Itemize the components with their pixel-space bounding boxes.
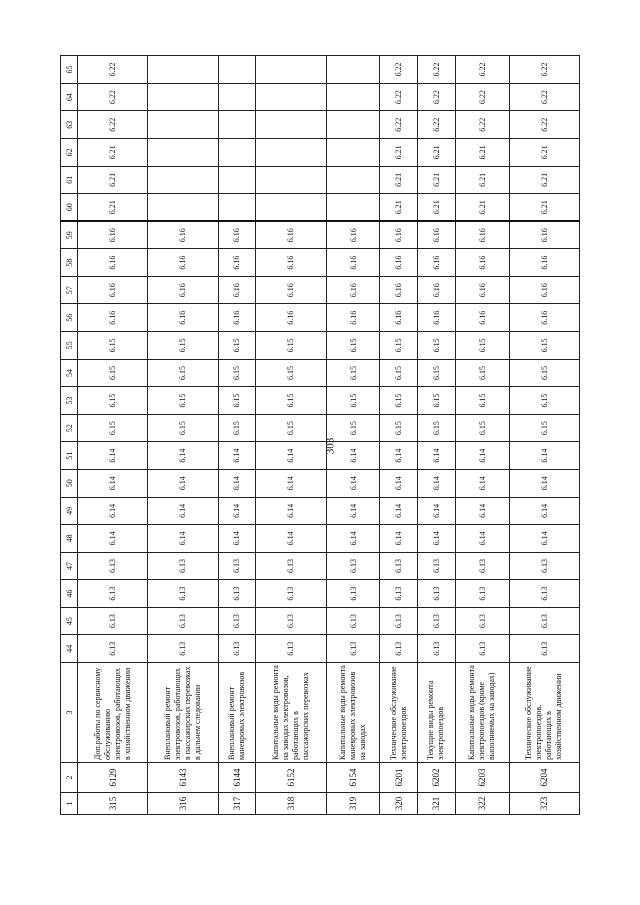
- table-cell: 6.15: [78, 332, 148, 360]
- table-cell: 6.15: [78, 414, 148, 442]
- table-cell: 6.13: [148, 607, 218, 635]
- table-cell: 6.22: [418, 83, 456, 111]
- table-cell: 6.13: [455, 552, 509, 580]
- table-row: [78, 56, 148, 815]
- table-cell: 6.13: [78, 552, 148, 580]
- table-cell: 6.16: [380, 304, 418, 332]
- table-cell: 6.15: [326, 414, 380, 442]
- table-cell: 6.22: [78, 83, 148, 111]
- header-cell: 60: [61, 194, 78, 222]
- table-cell: 6.15: [326, 332, 380, 360]
- table-cell: Доп.работы по сервисному обслуживанию электровозов, работающих в хозяйственном движении: [78, 663, 148, 763]
- table-cell: 6.13: [256, 580, 326, 608]
- header-cell: 54: [61, 359, 78, 387]
- table-cell: 6.15: [148, 387, 218, 415]
- table-cell: [256, 194, 326, 222]
- header-cell: 61: [61, 166, 78, 194]
- table-row: [418, 56, 456, 815]
- header-row: [61, 56, 78, 815]
- table-cell: 6.16: [218, 221, 256, 249]
- table-cell: 323: [509, 793, 579, 815]
- table-cell: 6.16: [326, 276, 380, 304]
- table-cell: 6.16: [455, 221, 509, 249]
- table-cell: 6.14: [148, 525, 218, 553]
- table-cell: 6.13: [218, 580, 256, 608]
- table-cell: 6.16: [418, 249, 456, 277]
- table-cell: 6.16: [509, 304, 579, 332]
- table-cell: 6.14: [326, 442, 380, 470]
- table-cell: 6.22: [455, 56, 509, 84]
- table-cell: [218, 83, 256, 111]
- table-cell: 6.13: [509, 552, 579, 580]
- table-cell: 322: [455, 793, 509, 815]
- table-cell: 6.14: [78, 497, 148, 525]
- table-cell: 6.16: [256, 276, 326, 304]
- table-cell: [326, 83, 380, 111]
- table-cell: 6.16: [380, 276, 418, 304]
- table-cell: 6201: [380, 763, 418, 793]
- table-cell: 6.16: [509, 276, 579, 304]
- table-cell: 6.14: [326, 497, 380, 525]
- table-cell: [218, 194, 256, 222]
- header-cell: 51: [61, 442, 78, 470]
- table-cell: 6.14: [380, 469, 418, 497]
- table-cell: 6.21: [455, 166, 509, 194]
- table-cell: 6.15: [256, 387, 326, 415]
- table-row: [256, 56, 326, 815]
- table-cell: 6.22: [380, 83, 418, 111]
- table-cell: 6.15: [78, 359, 148, 387]
- table-cell: 6.16: [326, 249, 380, 277]
- table-cell: Внеплановый ремонт маневровых электровозов: [218, 663, 256, 763]
- table-cell: 6.21: [455, 139, 509, 167]
- table-cell: 6.13: [78, 635, 148, 663]
- table-cell: 6.15: [455, 414, 509, 442]
- table-cell: 6.15: [218, 387, 256, 415]
- table-cell: 6.16: [380, 221, 418, 249]
- table-cell: [218, 111, 256, 139]
- table-cell: 6.13: [148, 552, 218, 580]
- table-cell: 6.14: [326, 525, 380, 553]
- table-cell: [148, 166, 218, 194]
- table-cell: 6.14: [380, 497, 418, 525]
- table-cell: 6.13: [218, 607, 256, 635]
- table-cell: 6.14: [380, 442, 418, 470]
- table-cell: 6.16: [148, 304, 218, 332]
- table-cell: [148, 83, 218, 111]
- table-cell: [218, 139, 256, 167]
- table-cell: 6.21: [509, 139, 579, 167]
- table-cell: 6143: [148, 763, 218, 793]
- table-cell: 6.16: [418, 221, 456, 249]
- header-cell: 64: [61, 83, 78, 111]
- table-cell: 6.21: [78, 139, 148, 167]
- table-cell: 320: [380, 793, 418, 815]
- table-cell: 6.13: [78, 607, 148, 635]
- table-cell: 6.14: [418, 469, 456, 497]
- table-row: [455, 56, 509, 815]
- table-cell: 6.14: [256, 525, 326, 553]
- table-cell: 6.14: [509, 525, 579, 553]
- table-cell: 321: [418, 793, 456, 815]
- table-cell: [148, 194, 218, 222]
- table-cell: 6.16: [78, 221, 148, 249]
- table-cell: 6.16: [455, 304, 509, 332]
- table-cell: 6.14: [509, 497, 579, 525]
- table-cell: 6.15: [218, 332, 256, 360]
- table-cell: [256, 166, 326, 194]
- table-cell: 6.22: [509, 83, 579, 111]
- table-cell: 6.13: [326, 607, 380, 635]
- table-cell: 6.13: [256, 552, 326, 580]
- table-cell: 6.13: [326, 635, 380, 663]
- data-table: [60, 55, 580, 815]
- table-cell: 6203: [455, 763, 509, 793]
- table-cell: [326, 56, 380, 84]
- table-cell: 6.13: [148, 635, 218, 663]
- table-cell: 6.15: [418, 414, 456, 442]
- table-cell: 6.21: [418, 139, 456, 167]
- header-cell: 48: [61, 525, 78, 553]
- table-cell: 6.13: [509, 607, 579, 635]
- table-cell: [256, 139, 326, 167]
- table-cell: 6.16: [326, 221, 380, 249]
- table-cell: 6.13: [418, 580, 456, 608]
- table-cell: 317: [218, 793, 256, 815]
- table-cell: [326, 111, 380, 139]
- table-cell: 6204: [509, 763, 579, 793]
- table-cell: 6.14: [218, 497, 256, 525]
- table-cell: 6.22: [455, 111, 509, 139]
- table-cell: 6.16: [218, 249, 256, 277]
- header-cell: 65: [61, 56, 78, 84]
- table-cell: [256, 83, 326, 111]
- table-cell: 6.15: [380, 387, 418, 415]
- table-cell: 6.13: [326, 552, 380, 580]
- table-cell: 6.13: [418, 607, 456, 635]
- table-cell: 6.16: [256, 221, 326, 249]
- table-cell: 6.15: [418, 359, 456, 387]
- table-cell: 6.13: [380, 607, 418, 635]
- header-cell: 52: [61, 414, 78, 442]
- table-cell: 6.14: [418, 497, 456, 525]
- table-cell: 6.15: [148, 414, 218, 442]
- table-cell: 6.13: [418, 635, 456, 663]
- table-cell: 6.21: [380, 166, 418, 194]
- table-cell: Капитальные виды ремонта на заводах электровозов, работающих в пассажирских перевозках: [256, 663, 326, 763]
- table-cell: [218, 166, 256, 194]
- table-cell: 6.14: [148, 469, 218, 497]
- table-cell: 6.14: [380, 525, 418, 553]
- header-cell: 47: [61, 552, 78, 580]
- table-cell: 6.13: [148, 580, 218, 608]
- table-cell: 6.21: [455, 194, 509, 222]
- table-cell: 6.14: [455, 442, 509, 470]
- table-cell: 6.13: [256, 635, 326, 663]
- table-cell: 6.15: [148, 332, 218, 360]
- table-cell: 6.13: [509, 580, 579, 608]
- table-cell: 6.14: [455, 469, 509, 497]
- table-cell: 6.15: [256, 359, 326, 387]
- table-cell: 6.22: [78, 56, 148, 84]
- table-row: [509, 56, 579, 815]
- table-cell: 6129: [78, 763, 148, 793]
- table-cell: 6.22: [418, 56, 456, 84]
- table-cell: 6.16: [218, 276, 256, 304]
- table-cell: 6.15: [326, 359, 380, 387]
- header-cell: 2: [61, 763, 78, 793]
- table-cell: 6.22: [380, 111, 418, 139]
- table-cell: Внеплановый ремонт электровозов, работающих в пассажирских перевозках в дальнем следовании: [148, 663, 218, 763]
- table-cell: 6.15: [218, 414, 256, 442]
- header-cell: 62: [61, 139, 78, 167]
- table-cell: 6144: [218, 763, 256, 793]
- table-cell: 6.15: [455, 332, 509, 360]
- table-cell: 6.15: [380, 332, 418, 360]
- header-cell: 1: [61, 793, 78, 815]
- table-cell: [256, 111, 326, 139]
- table-cell: 6.21: [509, 194, 579, 222]
- table-cell: 6.15: [256, 414, 326, 442]
- table-cell: 6.21: [380, 139, 418, 167]
- table-cell: Капитальные виды ремонта электропоездов (кроме выполняемых на заводах): [455, 663, 509, 763]
- table-cell: 6.21: [78, 166, 148, 194]
- table-cell: 319: [326, 793, 380, 815]
- table-cell: 6.14: [326, 469, 380, 497]
- table-cell: 6.14: [218, 525, 256, 553]
- table-cell: 6.14: [78, 469, 148, 497]
- table-cell: 6.15: [455, 387, 509, 415]
- table-cell: 6.14: [256, 442, 326, 470]
- table-cell: 6.14: [78, 442, 148, 470]
- table-cell: 6.16: [148, 276, 218, 304]
- table-cell: 6.22: [455, 83, 509, 111]
- table-cell: 6.22: [509, 56, 579, 84]
- table-cell: 6.15: [380, 414, 418, 442]
- table-cell: [218, 56, 256, 84]
- table-cell: 6.15: [218, 359, 256, 387]
- table-row: [218, 56, 256, 815]
- table-cell: 6.14: [218, 469, 256, 497]
- table-cell: 6.13: [509, 635, 579, 663]
- table-cell: 6.16: [418, 276, 456, 304]
- table-cell: 6.13: [218, 552, 256, 580]
- table-cell: 6.15: [418, 387, 456, 415]
- table-cell: Техническое обслуживание электропоездов, работающих в хозяйственном движении: [509, 663, 579, 763]
- table-cell: 6.14: [256, 497, 326, 525]
- table-cell: [326, 139, 380, 167]
- table-cell: 6.14: [418, 525, 456, 553]
- table-cell: Капитальные виды ремонта маневровых электровозов на заводах: [326, 663, 380, 763]
- table-cell: 6.16: [455, 276, 509, 304]
- table-cell: 316: [148, 793, 218, 815]
- table-cell: [148, 111, 218, 139]
- table-cell: Техническое обслуживание электропоездов: [380, 663, 418, 763]
- rotated-table-sheet: [60, 55, 580, 815]
- table-cell: 6154: [326, 763, 380, 793]
- table-cell: 6.15: [455, 359, 509, 387]
- table-cell: 6152: [256, 763, 326, 793]
- header-cell: 55: [61, 332, 78, 360]
- table-cell: [326, 166, 380, 194]
- table-cell: 6.14: [455, 497, 509, 525]
- table-cell: 6.16: [455, 249, 509, 277]
- table-cell: 6.15: [148, 359, 218, 387]
- table-cell: 6.14: [148, 497, 218, 525]
- header-cell: 46: [61, 580, 78, 608]
- table-cell: 6.21: [418, 194, 456, 222]
- header-cell: 58: [61, 249, 78, 277]
- header-cell: 57: [61, 276, 78, 304]
- table-cell: 6.13: [78, 580, 148, 608]
- table-cell: 6.16: [218, 304, 256, 332]
- table-row: [380, 56, 418, 815]
- header-cell: 50: [61, 469, 78, 497]
- table-cell: 6.16: [148, 249, 218, 277]
- table-cell: 6.16: [256, 304, 326, 332]
- table-cell: [256, 56, 326, 84]
- table-cell: 6.13: [256, 607, 326, 635]
- table-cell: 6.21: [418, 166, 456, 194]
- table-cell: 6.16: [256, 249, 326, 277]
- header-cell: 45: [61, 607, 78, 635]
- table-cell: 6.14: [509, 442, 579, 470]
- table-cell: 6.15: [326, 387, 380, 415]
- table-cell: 6.22: [418, 111, 456, 139]
- table-cell: 6.14: [218, 442, 256, 470]
- table-cell: 6.13: [455, 635, 509, 663]
- table-cell: 6.15: [380, 359, 418, 387]
- table-cell: 6.16: [418, 304, 456, 332]
- table-cell: 6.14: [418, 442, 456, 470]
- header-cell: 44: [61, 635, 78, 663]
- table-cell: 6.15: [509, 414, 579, 442]
- table-cell: 6.16: [509, 249, 579, 277]
- table-cell: 6.16: [509, 221, 579, 249]
- table-cell: 315: [78, 793, 148, 815]
- table-cell: 6.15: [509, 332, 579, 360]
- header-cell: 49: [61, 497, 78, 525]
- header-cell: 63: [61, 111, 78, 139]
- header-cell: 53: [61, 387, 78, 415]
- table-cell: [148, 56, 218, 84]
- table-cell: [326, 194, 380, 222]
- table-cell: 6.22: [78, 111, 148, 139]
- table-cell: 6.16: [78, 276, 148, 304]
- table-cell: 318: [256, 793, 326, 815]
- table-cell: 6.16: [380, 249, 418, 277]
- table-cell: 6.14: [455, 525, 509, 553]
- table-row: [148, 56, 218, 815]
- header-cell: 59: [61, 221, 78, 249]
- table-cell: 6.13: [326, 580, 380, 608]
- table-cell: 6.15: [509, 387, 579, 415]
- table-cell: 6.15: [256, 332, 326, 360]
- page-number: 303: [324, 437, 337, 455]
- table-cell: 6.14: [148, 442, 218, 470]
- table-cell: [148, 139, 218, 167]
- table-cell: 6.15: [78, 387, 148, 415]
- table-cell: 6.15: [509, 359, 579, 387]
- table-cell: 6.21: [78, 194, 148, 222]
- table-cell: 6.16: [148, 221, 218, 249]
- table-cell: 6.14: [78, 525, 148, 553]
- table-cell: 6.13: [455, 607, 509, 635]
- table-cell: Текущие виды ремонта электропоездов: [418, 663, 456, 763]
- table-cell: 6202: [418, 763, 456, 793]
- table-cell: 6.13: [380, 580, 418, 608]
- table-cell: 6.13: [218, 635, 256, 663]
- table-cell: 6.13: [455, 580, 509, 608]
- header-cell: 56: [61, 304, 78, 332]
- table-cell: 6.16: [78, 249, 148, 277]
- table-cell: 6.16: [326, 304, 380, 332]
- table-cell: 6.13: [380, 635, 418, 663]
- table-cell: 6.13: [380, 552, 418, 580]
- table-cell: 6.16: [78, 304, 148, 332]
- table-cell: 6.13: [418, 552, 456, 580]
- table-cell: 6.14: [256, 469, 326, 497]
- table-cell: 6.22: [380, 56, 418, 84]
- table-cell: 6.22: [509, 111, 579, 139]
- table-cell: 6.15: [418, 332, 456, 360]
- table-cell: 6.21: [380, 194, 418, 222]
- table-cell: 6.14: [509, 469, 579, 497]
- table-cell: 6.21: [509, 166, 579, 194]
- header-cell: 3: [61, 663, 78, 763]
- table-row: [326, 56, 380, 815]
